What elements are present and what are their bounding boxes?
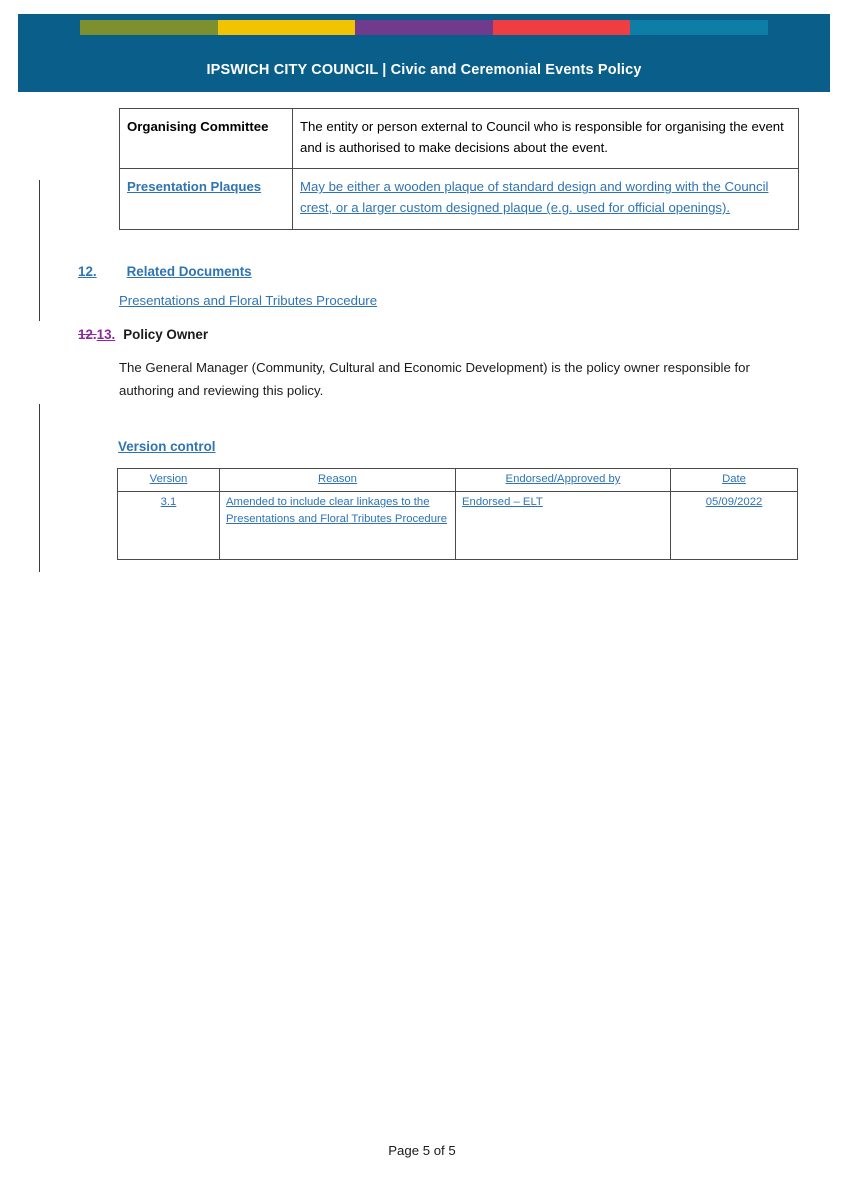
definition-description xyxy=(293,169,799,229)
cell-endorsed-by: Endorsed – ELT xyxy=(456,492,671,560)
change-bar-lower xyxy=(39,404,40,572)
color-swatch-purple xyxy=(355,20,493,35)
definition-description-text: May be either a wooden plaque of standard design and wording with the Council crest, or a larger custom designed plaque (e.g. used for official openings). xyxy=(300,179,769,216)
version-control-table xyxy=(117,468,798,560)
page-footer: Page 5 of 5 xyxy=(388,1143,456,1158)
heading-number-deleted: 12. xyxy=(78,327,97,342)
change-bar-upper xyxy=(39,180,40,321)
page-header-banner xyxy=(18,14,830,92)
cell-reason: Amended to include clear linkages to the Presentations and Floral Tributes Procedure xyxy=(220,492,456,560)
table-row xyxy=(118,492,798,560)
heading-version-control: Version control xyxy=(118,439,216,454)
definition-term xyxy=(120,169,293,229)
column-header-endorsed-approved-by: Endorsed/Approved by xyxy=(456,469,671,492)
color-swatch-teal xyxy=(630,20,768,35)
cell-date: 05/09/2022 xyxy=(671,492,798,560)
heading-number-inserted: 13. xyxy=(96,327,116,342)
table-row xyxy=(120,109,799,169)
brand-color-bar xyxy=(80,20,768,35)
color-swatch-yellow xyxy=(218,20,356,35)
policy-owner-paragraph: The General Manager (Community, Cultural and Economic Development) is the policy owner responsible for authoring and reviewing this policy. xyxy=(119,360,750,398)
definitions-table xyxy=(119,108,799,230)
heading-text: Related Documents xyxy=(126,264,252,279)
table-header-row xyxy=(118,469,798,492)
heading-text: Policy Owner xyxy=(123,327,209,342)
table-row xyxy=(120,169,799,229)
heading-policy-owner xyxy=(78,327,208,342)
document-title: IPSWICH CITY COUNCIL | Civic and Ceremonial Events Policy xyxy=(206,62,642,78)
column-header-date: Date xyxy=(671,469,798,492)
heading-number: 12. xyxy=(78,264,97,279)
heading-related-documents xyxy=(78,264,252,279)
column-header-version: Version xyxy=(118,469,220,492)
color-swatch-red xyxy=(493,20,631,35)
column-header-reason: Reason xyxy=(220,469,456,492)
cell-version: 3.1 xyxy=(118,492,220,560)
definition-description: The entity or person external to Council who is responsible for organising the event and is authorised to make decisions about the event. xyxy=(293,109,799,169)
color-swatch-olive xyxy=(80,20,218,35)
definition-term: Organising Committee xyxy=(120,109,293,169)
link-presentations-and-floral-tributes-procedure[interactable]: Presentations and Floral Tributes Procedure xyxy=(119,293,378,308)
definition-term-text: Presentation Plaques xyxy=(127,179,262,195)
